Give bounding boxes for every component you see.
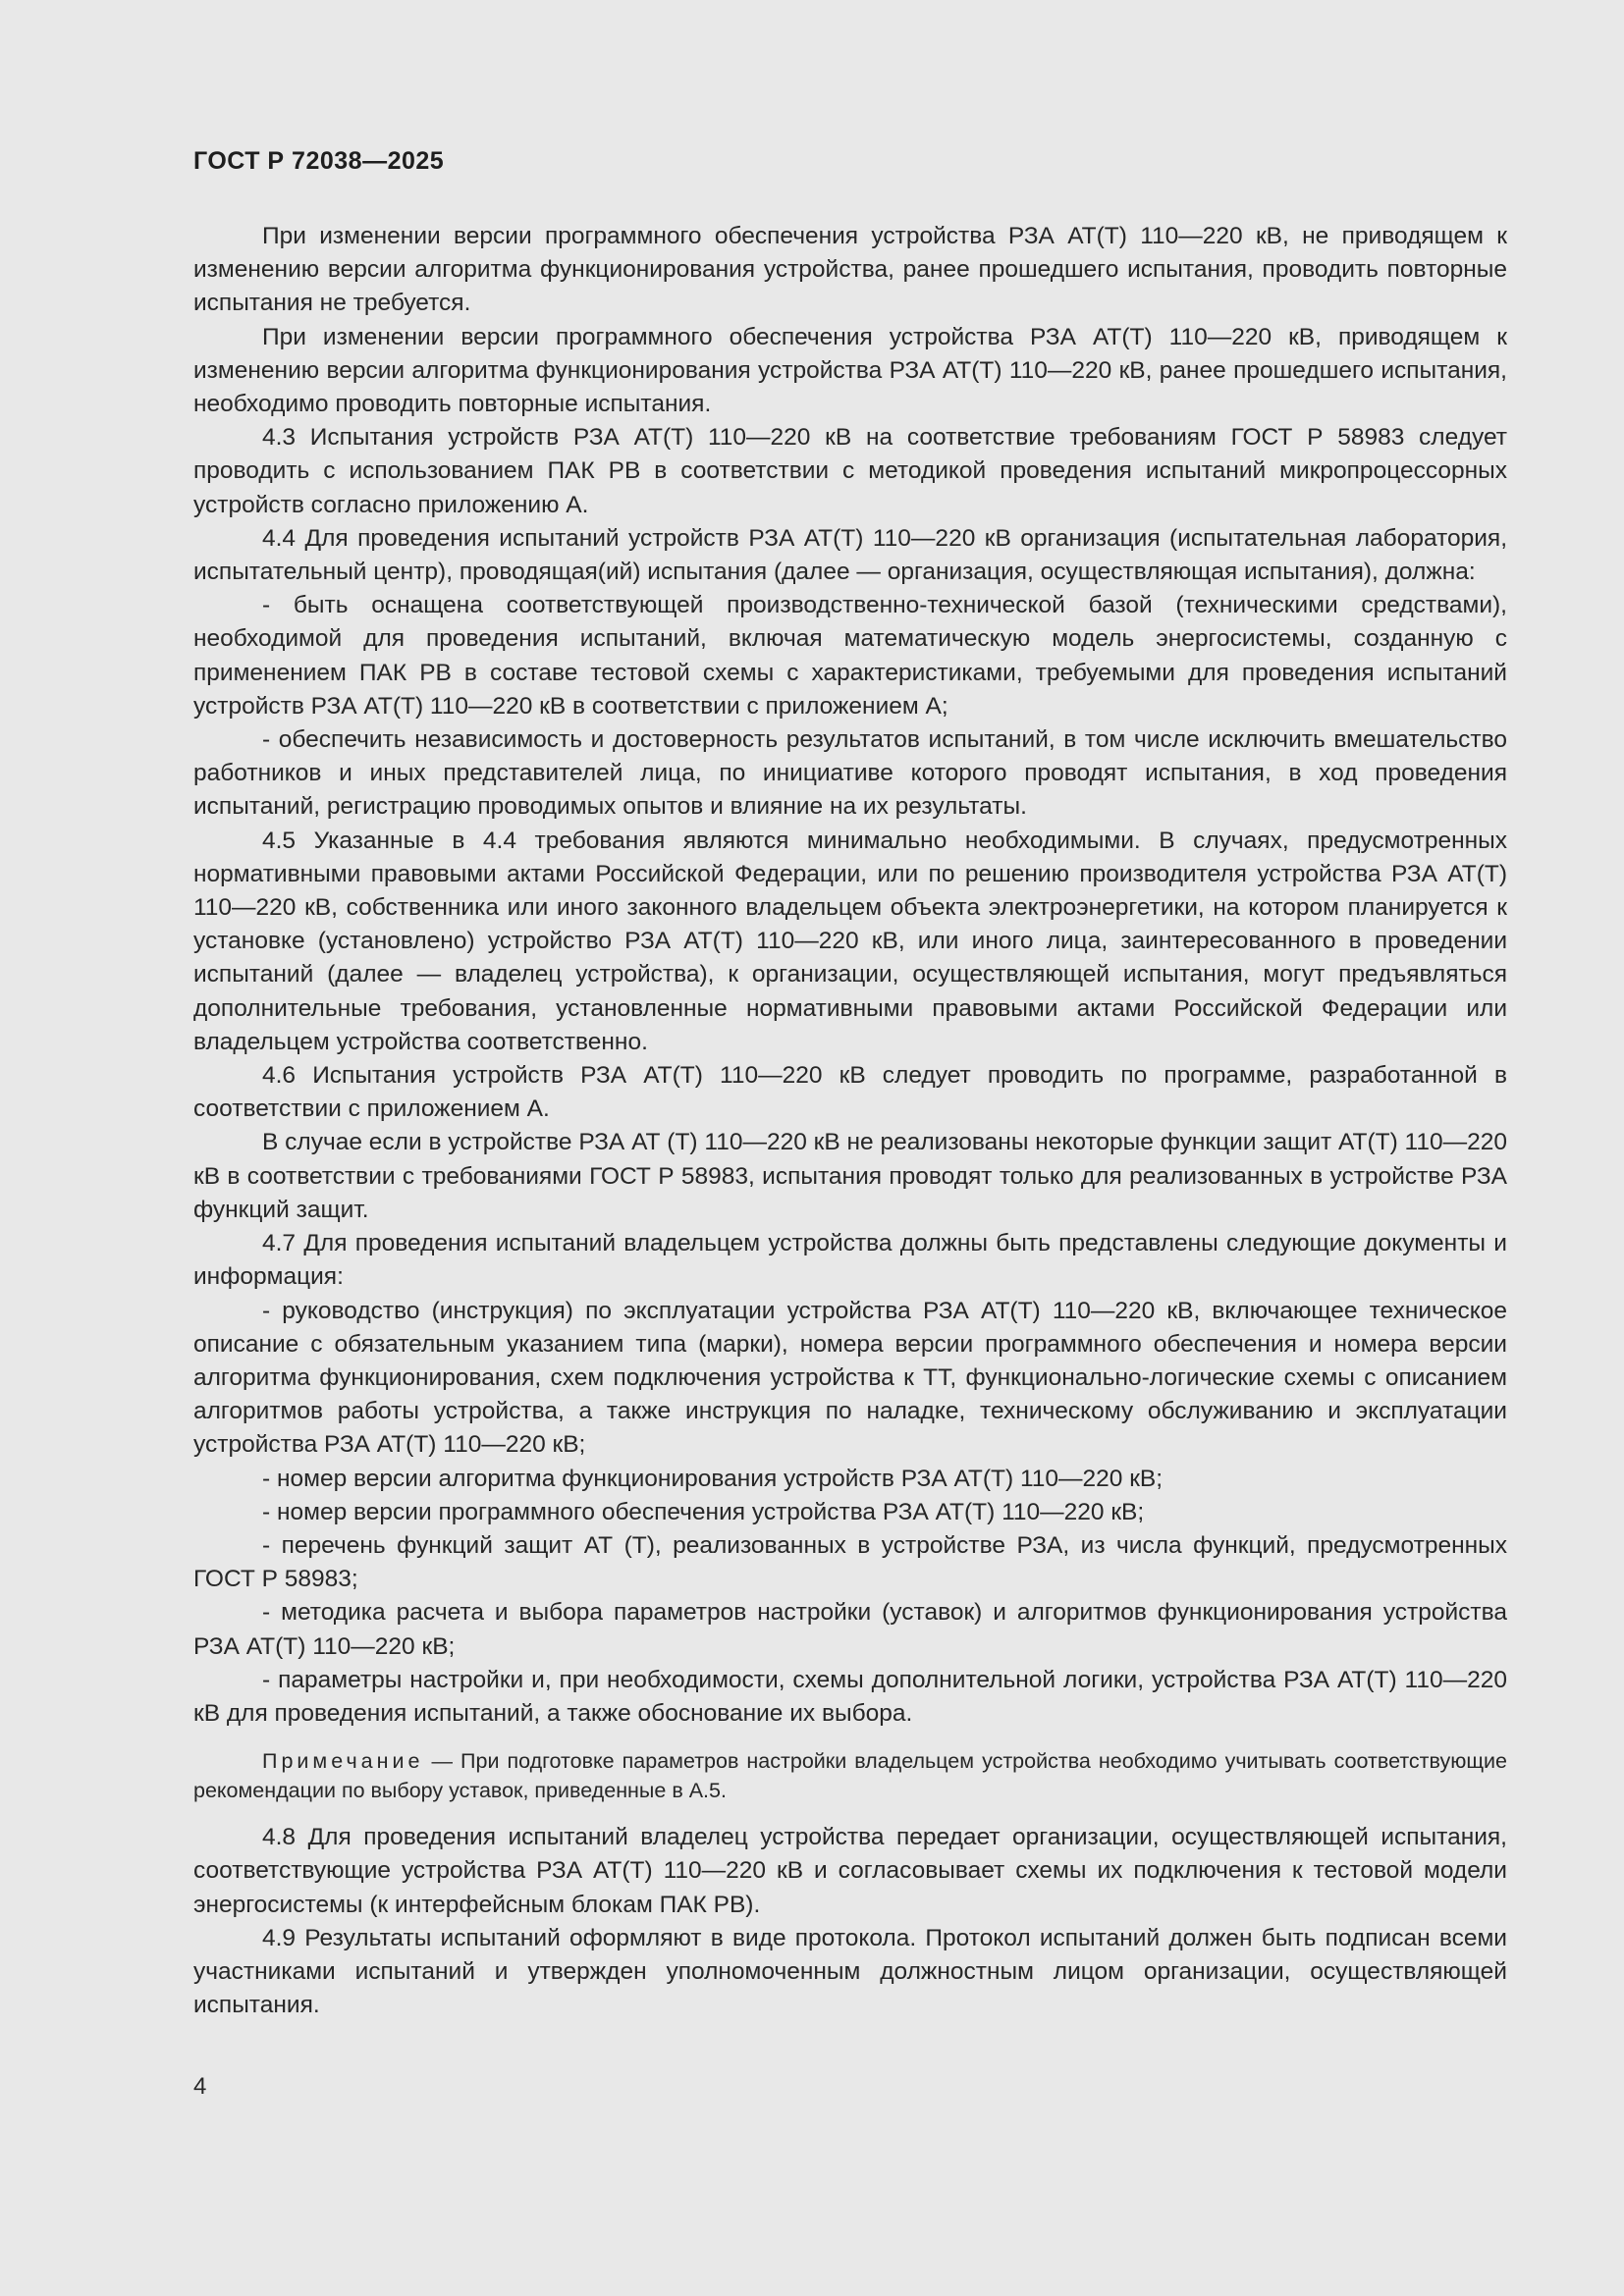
list-item: - перечень функций защит АТ (Т), реализованных в устройстве РЗА, из числа функций, предусмотренных ГОСТ Р 58983; xyxy=(193,1531,1507,1593)
paragraph: 4.4 Для проведения испытаний устройств РЗА АТ(Т) 110—220 кВ организация (испытательная лаборатория, испытательный центр), проводящая(ий) испытания (далее — организация, осуществляющая испытания), должна: xyxy=(193,524,1507,586)
list-item: - быть оснащена соответствующей производственно-технической базой (техническими средствами), необходимой для проведения испытаний, включая математическую модель энергосистемы, созданную с применением ПАК РВ в составе тестовой схемы с характеристиками, требуемыми для проведения испытаний устройств РЗА АТ(Т) 110—220 кВ в соответствии с приложением А; xyxy=(193,592,1507,720)
list-item: - методика расчета и выбора параметров настройки (уставок) и алгоритмов функционирования устройства РЗА АТ(Т) 110—220 кВ; xyxy=(193,1599,1507,1660)
list-item: - обеспечить независимость и достоверность результатов испытаний, в том числе исключить вмешательство работников и иных представителей лица, по инициативе которого проводят испытания, в ход проведения испытаний, регистрацию проводимых опытов и влияние на их результаты. xyxy=(193,726,1507,821)
paragraph: 4.5 Указанные в 4.4 требования являются минимально необходимыми. В случаях, предусмотренных нормативными правовыми актами Российской Федерации, или по решению производителя устройства РЗА АТ(Т) 110—220 кВ, собственника или иного законного владельцем объекта электроэнергетики, на котором планируется к установке (установлено) устройство РЗА АТ(Т) 110—220 кВ, или иного лица, заинтересованного в проведении испытаний (далее — владелец устройства), к организации, осуществляющей испытания, могут предъявляться дополнительные требования, установленные нормативными правовыми актами Российской Федерации или владельцем устройства соответственно. xyxy=(193,827,1507,1055)
list-item: - номер версии алгоритма функционирования устройств РЗА АТ(Т) 110—220 кВ; xyxy=(262,1465,1164,1492)
paragraph: 4.6 Испытания устройств РЗА АТ(Т) 110—220 кВ следует проводить по программе, разработанной в соответствии с приложением А. xyxy=(193,1062,1507,1123)
note-text: — При подготовке параметров настройки владельцем устройства необходимо учитывать соответствующие рекомендации по выбору уставок, приведенные в А.5. xyxy=(193,1749,1507,1803)
list-item: - параметры настройки и, при необходимости, схемы дополнительной логики, устройства РЗА АТ(Т) 110—220 кВ для проведения испытаний, а также обоснование их выбора. xyxy=(193,1666,1507,1727)
document-body xyxy=(193,220,1507,2022)
note-label: Примечание xyxy=(262,1749,424,1774)
paragraph: 4.7 Для проведения испытаний владельцем устройства должны быть представлены следующие документы и информация: xyxy=(193,1230,1507,1291)
paragraph: При изменении версии программного обеспечения устройства РЗА АТ(Т) 110—220 кВ, приводящем к изменению версии алгоритма функционирования устройства РЗА АТ(Т) 110—220 кВ, ранее прошедшего испытания, необходимо проводить повторные испытания. xyxy=(193,323,1507,418)
note xyxy=(193,1746,1507,1805)
paragraph: 4.8 Для проведения испытаний владелец устройства передает организации, осуществляющей испытания, соответствующие устройства РЗА АТ(Т) 110—220 кВ и согласовывает схемы их подключения к тестовой модели энергосистемы (к интерфейсным блокам ПАК РВ). xyxy=(193,1824,1507,1918)
document-header: ГОСТ Р 72038—2025 xyxy=(193,147,445,175)
paragraph: При изменении версии программного обеспечения устройства РЗА АТ(Т) 110—220 кВ, не приводящем к изменению версии алгоритма функционирования устройства, ранее прошедшего испытания, проводить повторные испытания не требуется. xyxy=(193,223,1507,317)
paragraph: 4.3 Испытания устройств РЗА АТ(Т) 110—220 кВ на соответствие требованиям ГОСТ Р 58983 следует проводить с использованием ПАК РВ в соответствии с методикой проведения испытаний микропроцессорных устройств согласно приложению А. xyxy=(193,424,1507,518)
list-item: - руководство (инструкция) по эксплуатации устройства РЗА АТ(Т) 110—220 кВ, включающее техническое описание с обязательным указанием типа (марки), номера версии программного обеспечения и номера версии алгоритма функционирования, схем подключения устройства к ТТ, функционально-логические схемы с описанием алгоритмов работы устройства, а также инструкция по наладке, техническому обслуживанию и эксплуатации устройства РЗА АТ(Т) 110—220 кВ; xyxy=(193,1297,1507,1459)
page-number: 4 xyxy=(193,2073,207,2100)
paragraph: В случае если в устройстве РЗА АТ (Т) 110—220 кВ не реализованы некоторые функции защит АТ(Т) 110—220 кВ в соответствии с требованиями ГОСТ Р 58983, испытания проводят только для реализованных в устройстве РЗА функций защит. xyxy=(193,1129,1507,1223)
list-item: - номер версии программного обеспечения устройства РЗА АТ(Т) 110—220 кВ; xyxy=(262,1498,1145,1525)
paragraph: 4.9 Результаты испытаний оформляют в виде протокола. Протокол испытаний должен быть подписан всеми участниками испытаний и утвержден уполномоченным должностным лицом организации, осуществляющей испытания. xyxy=(193,1924,1507,2019)
